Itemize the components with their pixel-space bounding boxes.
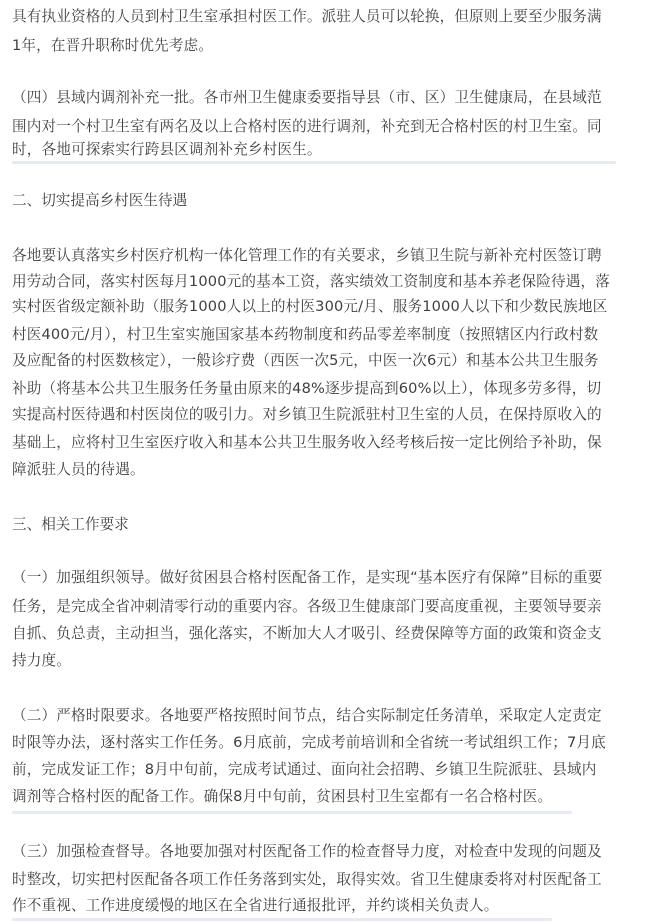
section-heading: 二、切实提高乡村医生待遇	[12, 192, 188, 209]
paragraph-line: 补助（将基本公共卫生服务任务量由原来的48%逐步提高到60%以上），体现多劳多得，切	[12, 380, 602, 397]
section-heading: 三、相关工作要求	[12, 516, 129, 533]
paragraph-line: 实村医省级定额补助（服务1000人以上的村医300元/月、服务1000人以下和少数民族地区	[12, 298, 608, 315]
paragraph-line: 实提高村医待遇和村医岗位的吸引力。对乡镇卫生院派驻村卫生室的人员，在保持原收入的	[12, 406, 602, 423]
paragraph-line: 障派驻人员的待遇。	[12, 461, 145, 478]
paragraph-line: 及应配备的村医数核定），一般诊疗费（西医一次5元，中医一次6元）和基本公共卫生服务	[12, 352, 599, 369]
paragraph-line: 围内对一个村卫生室有两名及以上合格村医的进行调剂，补充到无合格村医的村卫生室。同	[12, 118, 602, 135]
paragraph-line: （三）加强检查督导。各地要加强对村医配备工作的检查督导力度，对检查中发现的问题及	[12, 843, 602, 860]
paragraph-line: 作不重视、工作进度缓慢的地区在全省进行通报批评，并约谈相关负责人。	[12, 897, 499, 914]
paragraph-line: 各地要认真落实乡村医疗机构一体化管理工作的有关要求，乡镇卫生院与新补充村医签订聘	[12, 247, 602, 264]
paragraph-line: 自抓、负总责，主动担当，强化落实，不断加大人才吸引、经费保障等方面的政策和资金支	[12, 625, 602, 642]
paragraph-line: 任务，是完成全省冲刺清零行动的重要内容。各级卫生健康部门要高度重视，主要领导要亲	[12, 598, 602, 615]
paragraph-line: 具有执业资格的人员到村卫生室承担村医工作。派驻人员可以轮换，但原则上要至少服务满	[12, 8, 602, 25]
paragraph-line: 村医400元/月），村卫生室实施国家基本药物制度和药品零差率制度（按照辖区内行政村数	[12, 326, 599, 343]
paragraph-line: （二）严格时限要求。各地要严格按照时间节点，结合实际制定任务清单，采取定人定责定	[12, 707, 602, 724]
divider-line	[12, 918, 552, 921]
paragraph-line: 基础上，应将村卫生室医疗收入和基本公共卫生服务收入经考核后按一定比例给予补助，保	[12, 434, 602, 451]
paragraph-line: （一）加强组织领导。做好贫困县合格村医配备工作，是实现“基本医疗有保障”目标的重要	[12, 569, 603, 586]
paragraph-line: 前，完成发证工作；8月中旬前，完成考试通过、面向社会招聘、乡镇卫生院派驻、县域内	[12, 761, 597, 778]
divider-line	[12, 161, 616, 164]
paragraph-line: 时限等办法，逐村落实工作任务。6月底前，完成考前培训和全省统一考试组织工作；7月底	[12, 734, 606, 751]
paragraph-line: （四）县域内调剂补充一批。各市州卫生健康委要指导县（市、区）卫生健康局，在县域范	[12, 89, 602, 106]
paragraph-line: 时，各地可探索实行跨县区调剂补充乡村医生。	[12, 141, 322, 158]
paragraph-line: 1年，在晋升职称时优先考虑。	[12, 37, 214, 54]
paragraph-line: 用劳动合同，落实村医每月1000元的基本工资，落实绩效工资制度和基本养老保险待遇，落	[12, 273, 611, 290]
paragraph-line: 持力度。	[12, 652, 71, 669]
paragraph-line: 调剂等合格村医的配备工作。确保8月中旬前，贫困县村卫生室都有一名合格村医。	[12, 788, 553, 805]
paragraph-line: 时整改，切实把村医配备各项工作任务落到实处，取得实效。省卫生健康委将对村医配备工	[12, 871, 602, 888]
divider-line	[12, 811, 572, 814]
